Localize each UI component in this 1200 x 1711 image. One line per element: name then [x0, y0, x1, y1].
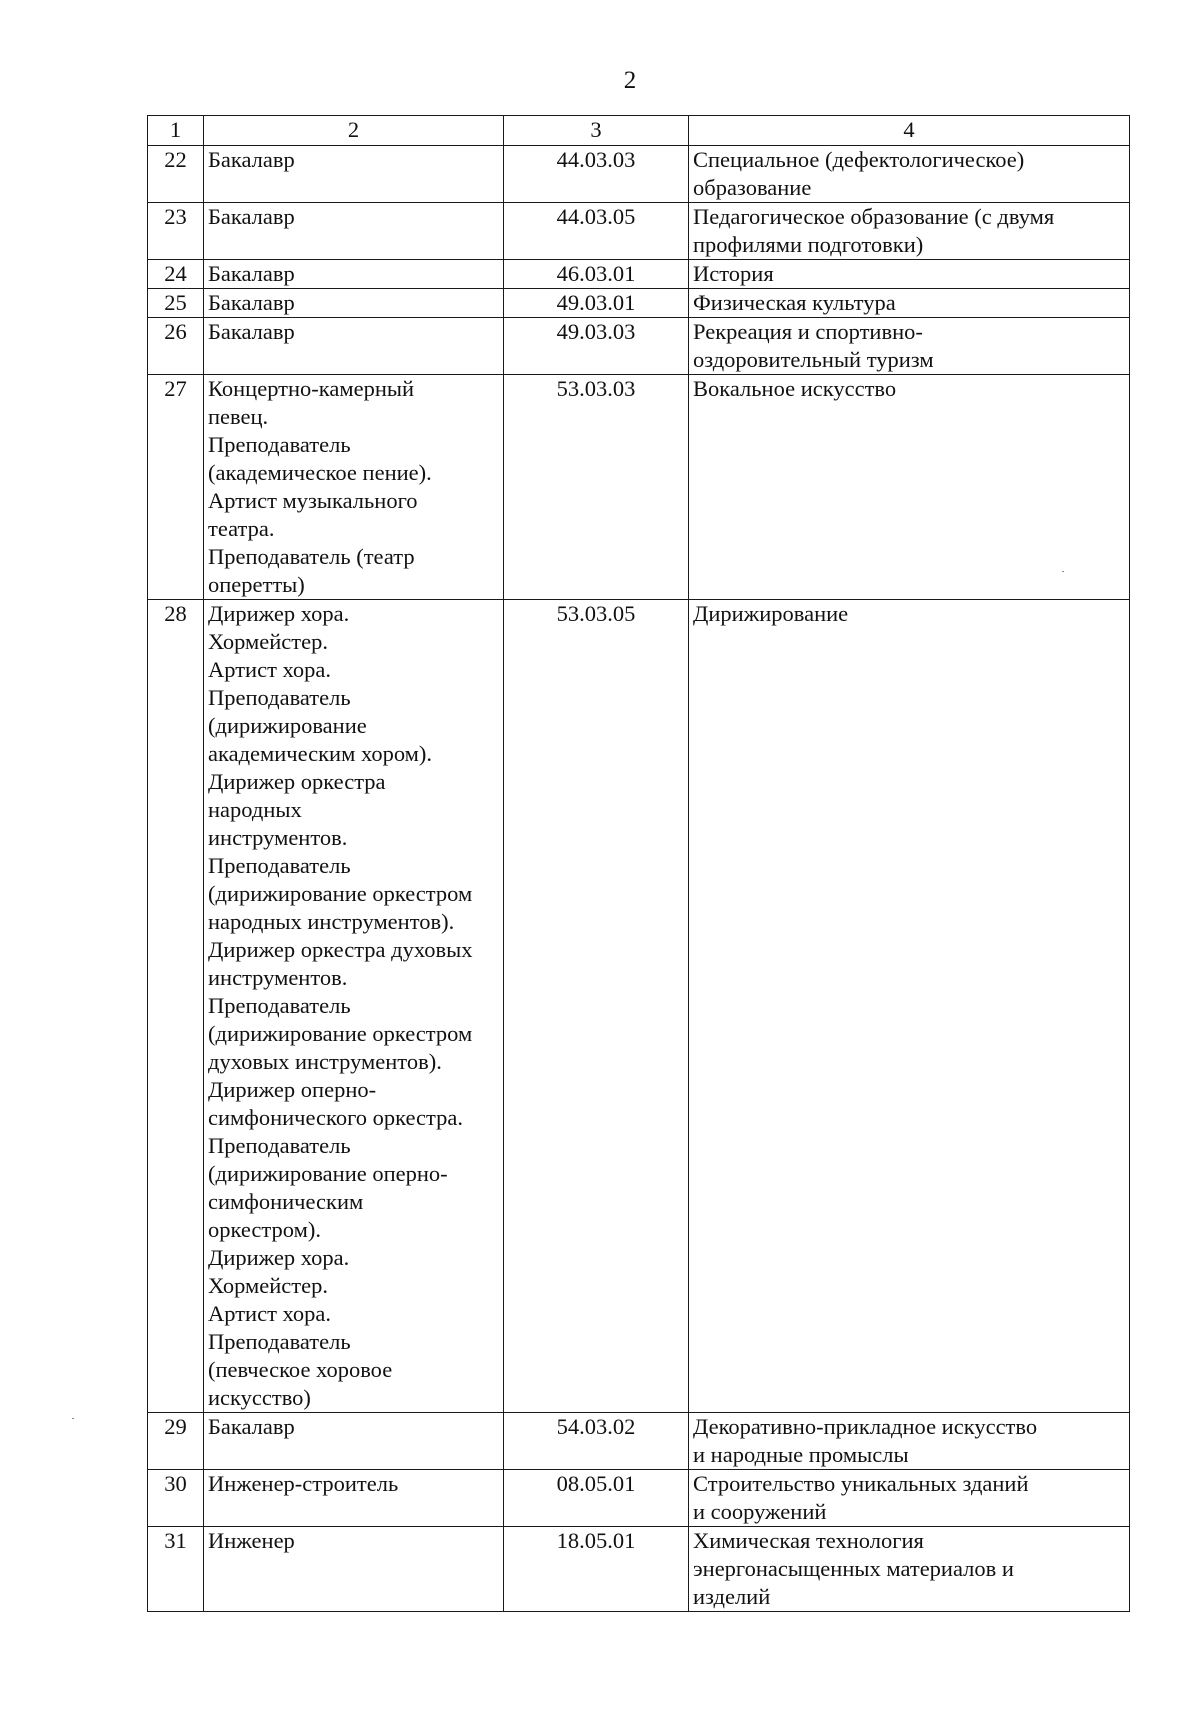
column-header-3: 3: [504, 116, 689, 146]
row-number: 29: [148, 1413, 204, 1470]
specialties-table: [147, 115, 1130, 1612]
scan-speck: [72, 1418, 74, 1419]
specialty-name-cell: Декоративно-прикладное искусство и народные промыслы: [689, 1413, 1130, 1470]
row-number: 25: [148, 289, 204, 318]
table-row: [148, 1413, 1130, 1470]
qualification-cell: Инженер: [204, 1527, 504, 1612]
page-number: 2: [623, 67, 637, 94]
row-number: 26: [148, 318, 204, 375]
scan-speck: [1062, 571, 1064, 572]
table-row: [148, 289, 1130, 318]
specialty-name-cell: Вокальное искусство: [689, 375, 1130, 600]
column-header-1: 1: [148, 116, 204, 146]
qualification-cell: Бакалавр: [204, 318, 504, 375]
table-row: [148, 375, 1130, 600]
specialty-name-cell: История: [689, 260, 1130, 289]
code-cell: 54.03.02: [504, 1413, 689, 1470]
code-cell: 18.05.01: [504, 1527, 689, 1612]
row-number: 24: [148, 260, 204, 289]
row-number: 28: [148, 600, 204, 1413]
code-cell: 44.03.03: [504, 146, 689, 203]
code-cell: 44.03.05: [504, 203, 689, 260]
code-cell: 53.03.05: [504, 600, 689, 1413]
specialty-name-cell: Дирижирование: [689, 600, 1130, 1413]
code-cell: 46.03.01: [504, 260, 689, 289]
table-row: [148, 260, 1130, 289]
row-number: 31: [148, 1527, 204, 1612]
row-number: 22: [148, 146, 204, 203]
qualification-cell: Бакалавр: [204, 289, 504, 318]
table-row: [148, 203, 1130, 260]
specialty-name-cell: Педагогическое образование (с двумя профилями подготовки): [689, 203, 1130, 260]
code-cell: 49.03.03: [504, 318, 689, 375]
specialty-name-cell: Специальное (дефектологическое) образование: [689, 146, 1130, 203]
code-cell: 53.03.03: [504, 375, 689, 600]
table-row: [148, 1470, 1130, 1527]
qualification-cell: Бакалавр: [204, 1413, 504, 1470]
table-header-row: [148, 116, 1130, 146]
specialty-name-cell: Строительство уникальных зданий и сооружений: [689, 1470, 1130, 1527]
code-cell: 49.03.01: [504, 289, 689, 318]
qualification-cell: Инженер-строитель: [204, 1470, 504, 1527]
qualification-cell: Бакалавр: [204, 260, 504, 289]
table-row: [148, 318, 1130, 375]
row-number: 23: [148, 203, 204, 260]
row-number: 27: [148, 375, 204, 600]
row-number: 30: [148, 1470, 204, 1527]
qualification-cell: Концертно-камерный певец. Преподаватель (академическое пение). Артист музыкального театра. Преподаватель (театр оперетты): [204, 375, 504, 600]
table-row: [148, 600, 1130, 1413]
code-cell: 08.05.01: [504, 1470, 689, 1527]
qualification-cell: Бакалавр: [204, 146, 504, 203]
table-row: [148, 1527, 1130, 1612]
specialty-name-cell: Химическая технология энергонасыщенных материалов и изделий: [689, 1527, 1130, 1612]
specialty-name-cell: Рекреация и спортивно- оздоровительный туризм: [689, 318, 1130, 375]
table-row: [148, 146, 1130, 203]
column-header-2: 2: [204, 116, 504, 146]
column-header-4: 4: [689, 116, 1130, 146]
qualification-cell: Бакалавр: [204, 203, 504, 260]
qualification-cell: Дирижер хора. Хормейстер. Артист хора. Преподаватель (дирижирование академическим хором). Дирижер оркестра народных инструментов. Преподаватель (дирижирование оркестром народных инструментов). Дирижер оркестра духовых инструментов. Преподаватель (дирижирование оркестром духовых инструментов). Дирижер оперно- симфонического оркестра. Преподаватель (дирижирование оперно- симфоническим оркестром). Дирижер хора. Хормейстер. Артист хора. Преподаватель (певческое хоровое искусство): [204, 600, 504, 1413]
specialty-name-cell: Физическая культура: [689, 289, 1130, 318]
